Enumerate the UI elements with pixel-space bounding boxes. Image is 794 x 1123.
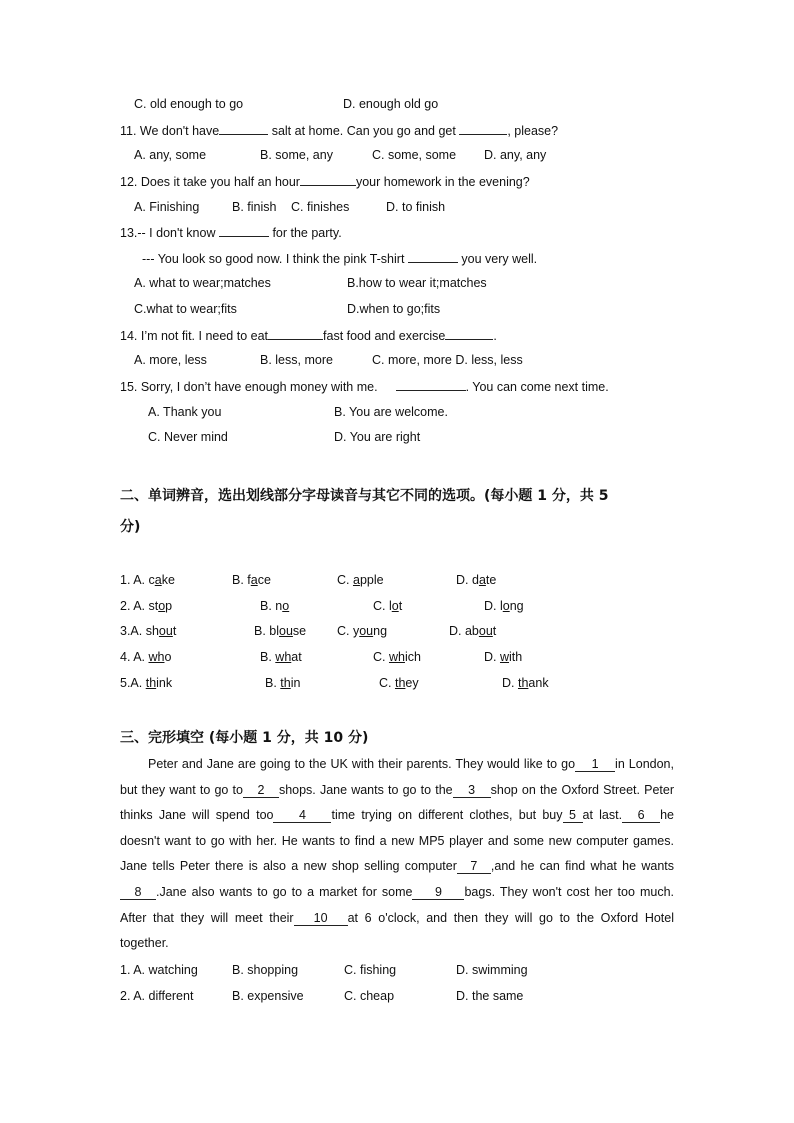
phonetic-q2-option-a: 2. A. stop xyxy=(120,599,173,613)
q11-option-a: A. any, some xyxy=(134,148,207,162)
question-13: 13.-- I don't know for the party. xyxy=(120,226,342,240)
question-13-line2: --- You look so good now. I think the pink T-shirt you very well. xyxy=(142,252,538,266)
phonetic-q2-option-d: D. long xyxy=(484,599,524,613)
answer-blank xyxy=(459,122,507,135)
cloze-blank: 7 xyxy=(457,859,491,874)
underlined-letters: ou xyxy=(158,624,173,638)
q13-option-c: C.what to wear;fits xyxy=(134,302,237,316)
q13-option-a: A. what to wear;matches xyxy=(134,276,271,290)
underlined-letters: th xyxy=(280,676,291,690)
underlined-letters: a xyxy=(250,573,258,587)
answer-blank xyxy=(396,378,466,391)
cloze-q2-option-c: C. cheap xyxy=(344,989,395,1003)
phonetic-q3-option-b: B. blouse xyxy=(254,624,307,638)
phonetic-q1-option-a: 1. A. cake xyxy=(120,573,175,587)
q14-option-cd: C. more, more D. less, less xyxy=(372,353,523,367)
cloze-blank: 8 xyxy=(120,885,156,900)
underlined-letters: o xyxy=(158,599,166,613)
q11-option-d: D. any, any xyxy=(484,148,547,162)
answer-blank xyxy=(408,250,458,263)
q10-option-c: C. old enough to go xyxy=(134,97,244,111)
cloze-q1-option-c: C. fishing xyxy=(344,963,397,977)
underlined-letters: ou xyxy=(478,624,493,638)
underlined-letters: th xyxy=(394,676,406,690)
cloze-q1-option-b: B. shopping xyxy=(232,963,299,977)
cloze-q2-option-a: 2. A. different xyxy=(120,989,194,1003)
q11-option-c: C. some, some xyxy=(372,148,457,162)
phonetic-q5-option-c: C. they xyxy=(379,676,419,690)
question-11: 11. We don't have salt at home. Can you go and get , please? xyxy=(120,124,559,138)
q12-option-c: C. finishes xyxy=(291,200,350,214)
cloze-q1-option-d: D. swimming xyxy=(456,963,528,977)
phonetic-q4-option-b: B. what xyxy=(260,650,302,664)
q13-option-b: B.how to wear it;matches xyxy=(347,276,487,290)
underlined-letters: ou xyxy=(279,624,293,638)
underlined-letters: o xyxy=(502,599,510,613)
cloze-blank: 10 xyxy=(294,911,348,926)
section-2-heading: 二、单词辨音，选出划线部分字母读音与其它不同的选项。(每小题 1 分，共 5 xyxy=(120,488,609,504)
cloze-blank: 1 xyxy=(575,757,615,772)
section-2-heading-cont: 分) xyxy=(120,519,141,535)
question-15: 15. Sorry, I don’t have enough money with me. . You can come next time. xyxy=(120,380,609,394)
underlined-letters: a xyxy=(478,573,486,587)
phonetic-q1-option-d: D. date xyxy=(456,573,497,587)
underlined-letters: th xyxy=(517,676,529,690)
cloze-blank: 5 xyxy=(563,808,583,823)
cloze-blank: 4 xyxy=(273,808,331,823)
phonetic-q5-option-b: B. thin xyxy=(265,676,301,690)
q12-option-b: B. finish xyxy=(232,200,277,214)
underlined-letters: wh xyxy=(275,650,292,664)
cloze-blank: 2 xyxy=(243,783,279,798)
answer-blank xyxy=(300,173,356,186)
q12-option-d: D. to finish xyxy=(386,200,446,214)
q12-option-a: A. Finishing xyxy=(134,200,200,214)
underlined-letters: wh xyxy=(148,650,165,664)
q14-option-a: A. more, less xyxy=(134,353,207,367)
q10-option-d: D. enough old go xyxy=(343,97,439,111)
q13-option-d: D.when to go;fits xyxy=(347,302,441,316)
phonetic-q4-option-a: 4. A. who xyxy=(120,650,172,664)
cloze-blank: 9 xyxy=(412,885,464,900)
cloze-blank: 3 xyxy=(453,783,491,798)
phonetic-q4-option-d: D. with xyxy=(484,650,523,664)
phonetic-q1-option-b: B. face xyxy=(232,573,271,587)
cloze-passage: Peter and Jane are going to the UK with their parents. They would like to go 1 in London, but they want to go to 2 shops. Jane wants to go to the 3 shop on the Oxford Street. Peter thinks Jane will spend too 4 time trying on different clothes, but buy 5 at last. 6 he doesn't want to go with her. He wants to find a new MP5 player and some new computer games. Jane tells Peter there is also a new shop selling computer 7 ,and he can find what he wants8 .Jane also wants to go to a market for some 9 bags. They won't cost her too much. After that they will meet their 10 at 6 o'clock, and then they will go to the Oxford Hotel together. xyxy=(120,757,675,951)
question-14: 14. I’m not fit. I need to eat fast food and exercise . xyxy=(120,329,497,343)
q15-option-c: C. Never mind xyxy=(148,430,228,444)
phonetic-q2-option-c: C. lot xyxy=(373,599,403,613)
underlined-letters: a xyxy=(352,573,360,587)
phonetic-q5-option-a: 5.A. think xyxy=(120,676,173,690)
cloze-q1-option-a: 1. A. watching xyxy=(120,963,198,977)
underlined-letters: a xyxy=(154,573,162,587)
section-3-heading: 三、完形填空 (每小题 1 分，共 10 分) xyxy=(120,730,369,746)
question-12: 12. Does it take you half an hour your homework in the evening? xyxy=(120,175,530,189)
phonetic-q3-option-a: 3.A. shout xyxy=(120,624,177,638)
phonetic-q1-option-c: C. apple xyxy=(337,573,384,587)
phonetic-q2-option-b: B. no xyxy=(260,599,290,613)
underlined-letters: th xyxy=(145,676,157,690)
q15-option-d: D. You are right xyxy=(334,430,421,444)
cloze-q2-option-b: B. expensive xyxy=(232,989,304,1003)
underlined-letters: o xyxy=(282,599,290,613)
cloze-q2-option-d: D. the same xyxy=(456,989,524,1003)
answer-blank xyxy=(445,327,493,340)
answer-blank xyxy=(219,122,268,135)
underlined-letters: o xyxy=(391,599,399,613)
underlined-letters: wh xyxy=(388,650,405,664)
q11-option-b: B. some, any xyxy=(260,148,333,162)
answer-blank xyxy=(268,327,323,340)
q14-option-b: B. less, more xyxy=(260,353,333,367)
phonetic-q4-option-c: C. which xyxy=(373,650,421,664)
underlined-letters: w xyxy=(499,650,510,664)
q15-option-b: B. You are welcome. xyxy=(334,405,448,419)
phonetic-q3-option-d: D. about xyxy=(449,624,497,638)
phonetic-q3-option-c: C. young xyxy=(337,624,388,638)
phonetic-q5-option-d: D. thank xyxy=(502,676,549,690)
q15-option-a: A. Thank you xyxy=(148,405,222,419)
underlined-letters: ou xyxy=(359,624,374,638)
cloze-blank: 6 xyxy=(622,808,660,823)
answer-blank xyxy=(219,224,269,237)
